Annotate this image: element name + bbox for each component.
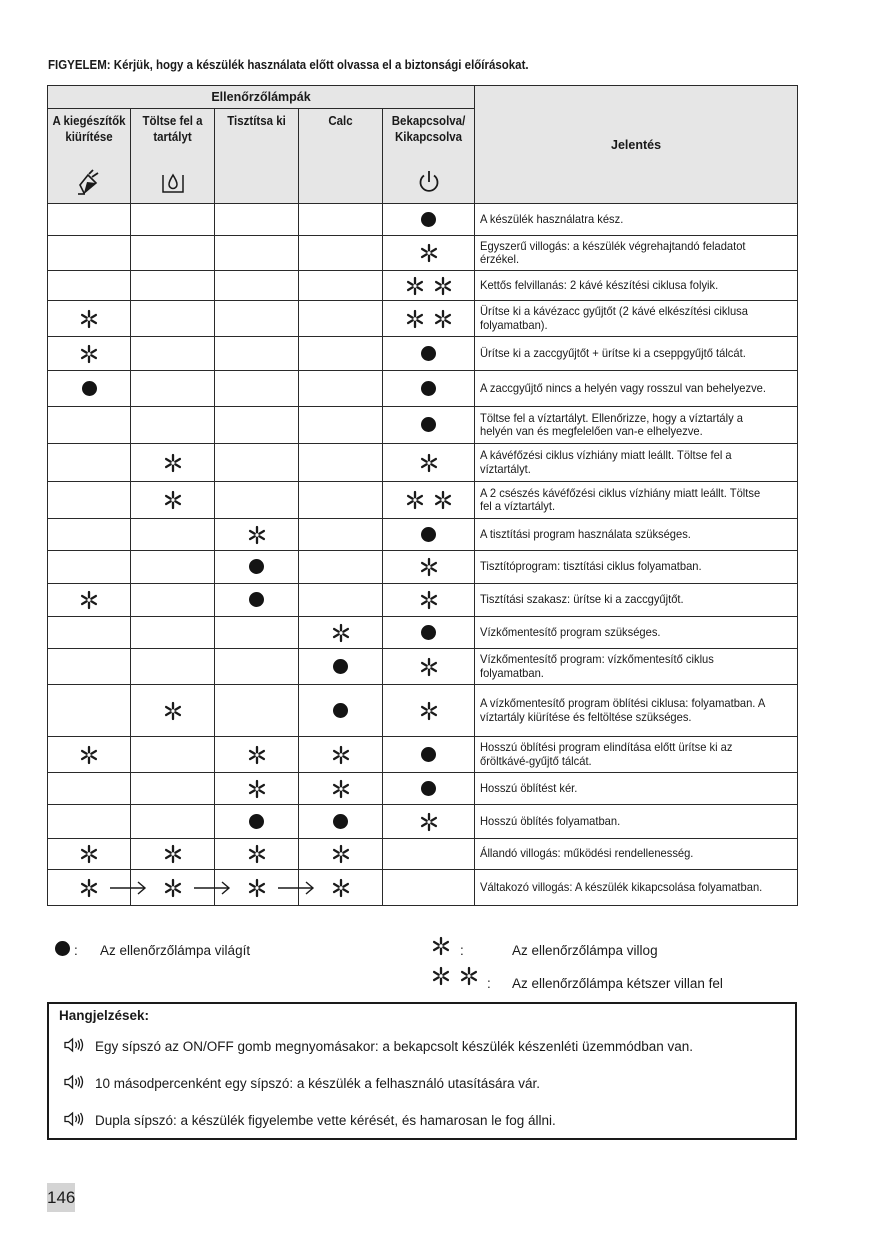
lamp-cell-tank [131,444,215,482]
table-row [48,773,798,805]
lamp-on-icon [249,814,264,829]
table-row [48,301,798,337]
table-row [48,407,798,444]
lamp-double-blink-icon [405,276,453,296]
lamp-blink-icon [79,745,99,765]
meaning-cell: A tisztítási program használata szükséges. [475,519,798,551]
lamp-blink-icon [247,779,267,799]
lamp-cell-tank [131,685,215,737]
lamp-cell-power [383,482,475,519]
lamp-blink-icon [419,590,439,610]
arrow-right-icon [110,880,148,896]
lamp-cell-clean [215,773,299,805]
lamp-cell-clean [215,737,299,773]
lamp-blink-legend-icon [431,936,451,956]
lamp-cell-tank [131,482,215,519]
table-row [48,839,798,870]
lamp-cell-calc [299,519,383,551]
meaning-cell: Hosszú öblítést kér. [475,773,798,805]
lamp-cell-power [383,805,475,839]
lamp-blink-icon [79,844,99,864]
lamp-blink-icon [419,812,439,832]
lamp-cell-calc [299,444,383,482]
lamp-cell-clean [215,519,299,551]
table-row [48,444,798,482]
lamp-cell-power [383,204,475,236]
lamp-cell-calc [299,371,383,407]
lamp-cell-tank [131,649,215,685]
lamp-cell-accessories [48,685,131,737]
lamp-cell-power [383,584,475,617]
lamp-blink-icon [419,557,439,577]
safety-warning: FIGYELEM: Kérjük, hogy a készülék használata előtt olvassa el a biztonsági előírásokat. [48,58,529,72]
lamp-cell-tank [131,271,215,301]
table-row [48,805,798,839]
lamp-cell-clean [215,301,299,337]
lamp-cell-tank [131,301,215,337]
meaning-cell: Tisztítóprogram: tisztítási ciklus folyamatban. [475,551,798,584]
lamp-cell-power [383,444,475,482]
lamp-on-icon [421,381,436,396]
lamp-cell-accessories [48,737,131,773]
lamp-on-icon [421,346,436,361]
lamp-cell-accessories [48,204,131,236]
lamp-double-blink-icon [405,309,453,329]
table-row [48,685,798,737]
lamp-blink-icon [247,745,267,765]
meaning-cell: Állandó villogás: működési rendellenesség. [475,839,798,870]
beep-item: Egy sípszó az ON/OFF gomb megnyomásakor: a bekapcsolt készülék készenléti üzemmódban van. [63,1037,693,1056]
lamp-cell-clean [215,444,299,482]
lamp-on-icon [421,417,436,432]
lamp-cell-power [383,551,475,584]
lamp-blink-icon [79,344,99,364]
lamp-double-blink-legend-icon [431,966,479,986]
lamp-cell-accessories [48,649,131,685]
lamp-cell-tank [131,773,215,805]
lamp-cell-tank [131,737,215,773]
lamp-on-icon [333,659,348,674]
lamp-cell-calc [299,407,383,444]
lamp-blink-icon [79,878,99,898]
lamp-cell-clean [215,482,299,519]
lamp-cell-calc [299,301,383,337]
beep-item: Dupla sípszó: a készülék figyelembe vette kérését, és hamarosan le fog állni. [63,1111,556,1130]
legend-on-separator: : [74,943,78,958]
lamp-on-icon [333,814,348,829]
table-row [48,649,798,685]
beep-signals-box [47,1002,797,1140]
lamp-cell-power [383,337,475,371]
table-row [48,236,798,271]
lamp-blink-icon [331,745,351,765]
lamp-cell-tank [131,236,215,271]
lamp-blink-icon [331,844,351,864]
lamp-blink-icon [163,878,183,898]
meaning-cell: Egyszerű villogás: a készülék végrehajtandó feladatot érzékel. [475,236,798,271]
lamp-cell-power [383,236,475,271]
lamp-cell-tank [131,407,215,444]
legend-double-text: Az ellenőrzőlámpa kétszer villan fel [512,976,723,991]
lamp-cell-power [383,371,475,407]
meaning-cell: A vízkőmentesítő program öblítési ciklusa: folyamatban. A víztartály kiürítése és feltöltése szükséges. [475,685,798,737]
speaker-icon [63,1037,85,1056]
lamp-cell-accessories [48,236,131,271]
lamp-cell-clean [215,584,299,617]
lamp-cell-accessories [48,301,131,337]
table-row [48,337,798,371]
lamp-blink-icon [79,590,99,610]
lamp-cell-tank [131,551,215,584]
lamp-cell-calc [299,204,383,236]
lamp-cell-clean [215,337,299,371]
lamp-cell-calc [299,839,383,870]
beep-signals-title: Hangjelzések: [59,1008,150,1023]
lamp-cell-accessories [48,617,131,649]
lamp-on-icon [421,625,436,640]
lamp-blink-icon [419,657,439,677]
water-tank-icon [131,169,214,197]
table-row [48,737,798,773]
lamp-cell-accessories [48,519,131,551]
lamp-cell-calc [299,584,383,617]
lamp-cell-calc [299,617,383,649]
lamp-blink-icon [163,701,183,721]
lamp-blink-icon [419,701,439,721]
lamp-cell-power [383,839,475,870]
lamp-cell-tank [131,584,215,617]
lamp-blink-icon [163,844,183,864]
table-row [48,551,798,584]
lamp-cell-accessories [48,271,131,301]
indicator-table [47,85,798,906]
lamp-cell-clean [215,617,299,649]
legend-blink-text: Az ellenőrzőlámpa villog [512,943,658,958]
lamp-cell-accessories [48,805,131,839]
lamp-cell-tank [131,805,215,839]
meaning-cell: Töltse fel a víztartályt. Ellenőrizze, hogy a víztartály a helyén van és megfelelően van-e elhelyezve. [475,407,798,444]
column-header-calc: Calc [299,109,383,204]
lamp-cell-power [383,649,475,685]
lamp-on-icon [421,212,436,227]
lamp-cell-power [383,870,475,906]
lamp-cell-accessories [48,337,131,371]
lamp-blink-icon [163,490,183,510]
lamp-cell-clean [215,271,299,301]
lamp-cell-calc [299,551,383,584]
meaning-cell: Váltakozó villogás: A készülék kikapcsolása folyamatban. [475,870,798,906]
table-row [48,584,798,617]
lamp-cell-tank [131,371,215,407]
lamp-cell-clean [215,685,299,737]
lamp-cell-clean [215,839,299,870]
lamp-blink-icon [331,779,351,799]
meaning-cell: A kávéfőzési ciklus vízhiány miatt leállt. Töltse fel a víztartályt. [475,444,798,482]
column-header-clean: Tisztítsa ki [215,109,299,204]
meaning-cell: Ürítse ki a kávézacc gyűjtőt (2 kávé elkészítési ciklusa folyamatban). [475,301,798,337]
indicator-group-header: Ellenőrzőlámpák [48,86,475,109]
lamp-cell-calc [299,737,383,773]
lamp-cell-calc [299,271,383,301]
lamp-cell-power [383,773,475,805]
lamp-cell-clean [215,236,299,271]
lamp-cell-accessories [48,371,131,407]
table-row [48,371,798,407]
meaning-header: Jelentés [475,86,798,204]
meaning-cell: A készülék használatra kész. [475,204,798,236]
lamp-cell-calc [299,482,383,519]
lamp-cell-accessories [48,870,131,906]
lamp-cell-power [383,519,475,551]
lamp-cell-accessories [48,444,131,482]
lamp-cell-clean [215,407,299,444]
arrow-right-icon [194,880,232,896]
speaker-icon [63,1074,85,1093]
grounds-container-icon [48,169,130,197]
lamp-cell-tank [131,337,215,371]
lamp-cell-clean [215,649,299,685]
lamp-cell-accessories [48,407,131,444]
table-row [48,271,798,301]
lamp-on-legend-icon [55,941,70,956]
meaning-cell: A 2 csészés kávéfőzési ciklus vízhiány miatt leállt. Töltse fel a víztartályt. [475,482,798,519]
lamp-on-icon [333,703,348,718]
lamp-cell-accessories [48,482,131,519]
meaning-cell: Tisztítási szakasz: ürítse ki a zaccgyűjtőt. [475,584,798,617]
lamp-cell-tank [131,617,215,649]
column-header-fill-tank: Töltse fel a tartályt [131,109,215,204]
lamp-cell-tank [131,204,215,236]
lamp-cell-accessories [48,584,131,617]
table-row [48,519,798,551]
meaning-cell: Kettős felvillanás: 2 kávé készítési ciklusa folyik. [475,271,798,301]
lamp-blink-icon [247,844,267,864]
arrow-right-icon [278,880,316,896]
lamp-cell-calc [299,685,383,737]
meaning-cell: A zaccgyűjtő nincs a helyén vagy rosszul van behelyezve. [475,371,798,407]
legend-on-text: Az ellenőrzőlámpa világít [100,943,251,958]
lamp-double-blink-icon [405,490,453,510]
lamp-cell-power [383,301,475,337]
lamp-cell-tank [131,519,215,551]
speaker-icon [63,1111,85,1130]
lamp-cell-calc [299,236,383,271]
lamp-cell-calc [299,773,383,805]
lamp-cell-clean [215,551,299,584]
lamp-cell-clean [215,204,299,236]
lamp-cell-power [383,407,475,444]
lamp-cell-calc [299,805,383,839]
lamp-blink-icon [247,878,267,898]
lamp-blink-icon [247,525,267,545]
lamp-on-icon [249,592,264,607]
legend-double-separator: : [487,976,491,991]
meaning-cell: Ürítse ki a zaccgyűjtőt + ürítse ki a cseppgyűjtő tálcát. [475,337,798,371]
lamp-cell-calc [299,649,383,685]
power-icon [383,169,474,197]
lamp-cell-accessories [48,839,131,870]
lamp-blink-icon [163,453,183,473]
lamp-on-icon [82,381,97,396]
lamp-cell-power [383,271,475,301]
lamp-on-icon [421,781,436,796]
lamp-cell-clean [215,371,299,407]
table-row [48,870,798,906]
meaning-cell: Vízkőmentesítő program: vízkőmentesítő ciklus folyamatban. [475,649,798,685]
lamp-on-icon [421,747,436,762]
lamp-cell-tank [131,839,215,870]
lamp-on-icon [249,559,264,574]
table-row [48,617,798,649]
table-row [48,204,798,236]
beep-item: 10 másodpercenként egy sípszó: a készülék a felhasználó utasítására vár. [63,1074,540,1093]
lamp-cell-accessories [48,773,131,805]
lamp-on-icon [421,527,436,542]
meaning-cell: Hosszú öblítés folyamatban. [475,805,798,839]
lamp-blink-icon [331,878,351,898]
meaning-cell: Hosszú öblítési program elindítása előtt ürítse ki az őröltkávé-gyűjtő tálcát. [475,737,798,773]
lamp-cell-power [383,737,475,773]
column-header-empty-accessories: A kiegészítők kiürítése [48,109,131,204]
lamp-cell-power [383,685,475,737]
column-header-power: Bekapcsolva/ Kikapcsolva [383,109,475,204]
lamp-blink-icon [331,623,351,643]
table-row [48,482,798,519]
lamp-blink-icon [419,243,439,263]
meaning-cell: Vízkőmentesítő program szükséges. [475,617,798,649]
lamp-cell-accessories [48,551,131,584]
lamp-blink-icon [419,453,439,473]
lamp-blink-icon [79,309,99,329]
lamp-cell-power [383,617,475,649]
legend-blink-separator: : [460,943,464,958]
page-number: 146 [47,1183,75,1212]
lamp-cell-clean [215,805,299,839]
lamp-cell-calc [299,337,383,371]
